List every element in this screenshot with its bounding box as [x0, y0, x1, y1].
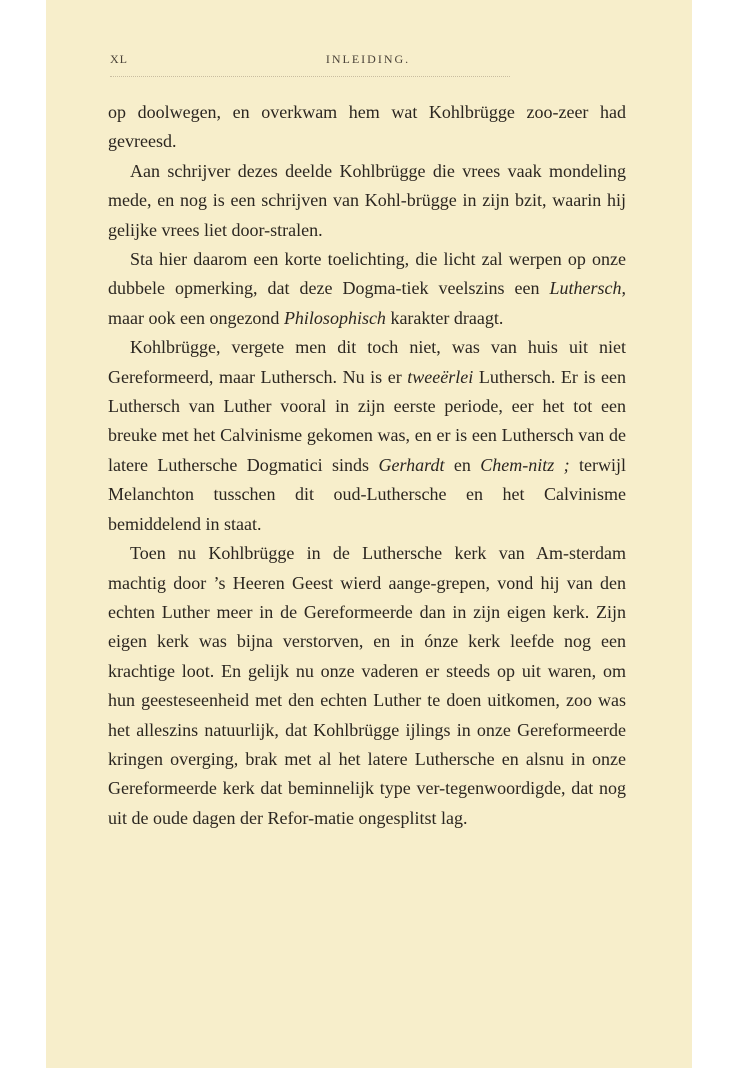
running-title: INLEIDING. — [325, 52, 411, 66]
text-segment: Luthersch. Er is een Luthersch van Luther vooral — [108, 366, 627, 417]
text-segment: Calvinisme gekomen was, en er is een Luthersch van — [220, 425, 605, 446]
text-segment: stralen. — [270, 219, 323, 240]
text-segment: Chem- — [480, 454, 529, 475]
text-segment: Philosophisch — [283, 307, 386, 328]
page-number: XL — [110, 52, 128, 66]
text-segment: mondeling mede, en nog is een schrijven van Kohl- — [108, 160, 627, 211]
text-segment: tegenwoordigde, dat nog uit de oude dagen der Refor- — [108, 778, 626, 828]
text-segment: Sta hier daarom een korte toelichting, die licht zal — [130, 249, 503, 270]
text-segment: Toen nu Kohlbrügge in de Luthersche kerk van Am- — [130, 543, 570, 564]
paragraph-4 — [108, 333, 626, 539]
text-segment: was bijna verstorven, en in ónze kerk leefde nog een — [198, 631, 627, 652]
text-segment: huis uit niet Gereformeerd, maar Luthersch. Nu is er — [108, 337, 627, 387]
text-segment: brügge in zijn bzit, waarin hij gelijke vrees liet door- — [108, 190, 626, 240]
text-segment: matie ongesplitst lag. — [314, 807, 468, 828]
body-text — [108, 98, 626, 833]
text-segment: op uit waren, om hun geesteseenheid met den echten — [108, 660, 627, 711]
text-segment: krachtige loot. En gelijk nu onze vaderen er steeds — [108, 660, 491, 681]
text-segment: tweeërlei — [407, 366, 474, 387]
text-segment: en het Calvinisme bemiddelend in staat. — [108, 484, 626, 534]
text-segment: op doolwegen, en overkwam hem wat Kohlbrügge zoo- — [108, 102, 559, 122]
text-segment: Gereformeerde dan in zijn eigen kerk. Zijn eigen kerk — [108, 601, 626, 652]
text-segment: karakter draagt. — [385, 307, 504, 328]
text-segment: Gerhardt — [378, 454, 445, 475]
paragraph-3 — [108, 245, 626, 333]
text-segment: overging, brak met al het latere Luthersche en alsnu — [170, 748, 564, 769]
text-segment: sterdam machtig door ’s Heeren Geest wierd aange- — [108, 543, 626, 593]
text-segment: terwijl Melanchton tusschen dit oud-Luthersche — [108, 454, 626, 505]
paragraph-2 — [108, 157, 626, 245]
text-segment: nitz ; — [528, 454, 570, 475]
text-segment: Luther te doen uitkomen, zoo was het alleszins natuurlijk, — [108, 690, 627, 740]
text-segment: Aan schrijver dezes deelde Kohlbrügge die vrees vaak — [130, 160, 542, 181]
text-segment: grepen, vond hij van den echten Luther meer in de — [108, 572, 627, 622]
text-segment: de latere Luthersche Dogmatici sinds — [108, 425, 627, 475]
text-segment: en — [444, 454, 481, 475]
text-segment: tiek veelszins een — [401, 278, 550, 299]
text-segment: in zijn eerste periode, eer het tot een breuke met het — [108, 396, 626, 446]
paragraph-5 — [108, 539, 626, 833]
text-segment: dat Kohlbrügge ijlings in onze Gereformeerde kringen — [108, 719, 627, 769]
text-segment: Luthersch — [549, 278, 622, 299]
text-segment: werpen op onze dubbele opmerking, dat deze Dogma- — [108, 249, 627, 299]
book-page — [46, 0, 692, 1068]
page-header — [110, 52, 626, 72]
paragraph-1 — [108, 98, 626, 157]
text-segment: Kohlbrügge, vergete men dit toch niet, was van — [130, 337, 517, 358]
text-segment: , maar ook een ongezond — [108, 278, 627, 328]
header-rule — [110, 76, 510, 77]
text-segment: in onze Gereformeerde kerk dat beminnelijk type ver- — [108, 748, 627, 799]
text-segment: zeer had gevreesd. — [108, 102, 627, 152]
